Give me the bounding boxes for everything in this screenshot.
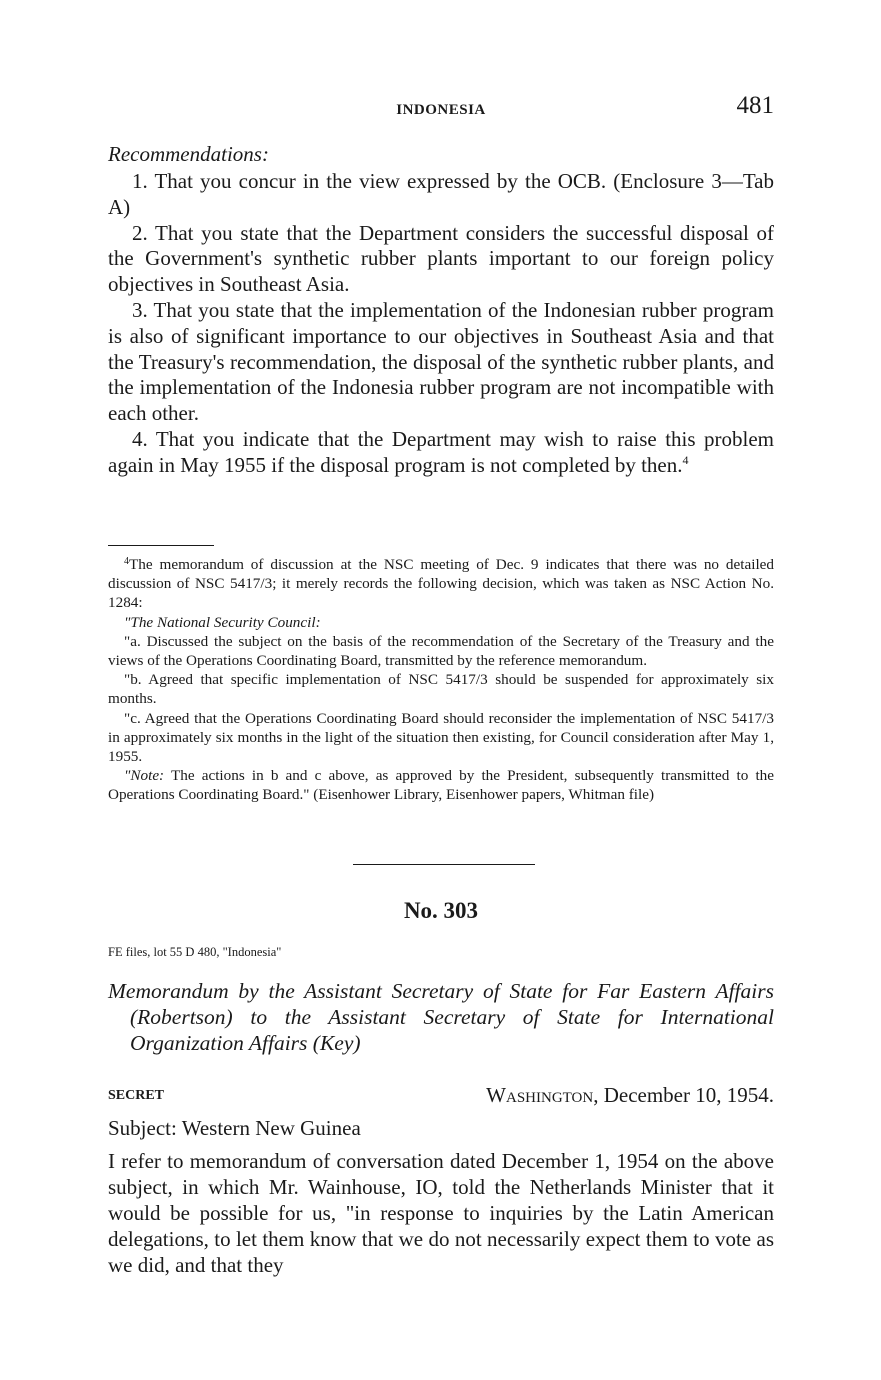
footnote-reference[interactable]: 4 bbox=[682, 452, 689, 467]
dateline-date: , December 10, 1954. bbox=[593, 1083, 774, 1107]
document-page bbox=[108, 0, 774, 1277]
document-number: No. 303 bbox=[403, 898, 479, 923]
recommendations-heading: Recommendations: bbox=[108, 142, 269, 166]
running-head: INDONESIA bbox=[396, 102, 486, 118]
classification-label: SECRET bbox=[108, 1088, 165, 1103]
footnote-item-b: "b. Agreed that specific implementation of NSC 5417/3 should be suspended for approximately six months. bbox=[108, 671, 774, 708]
memo-body-paragraph: I refer to memorandum of conversation dated December 1, 1954 on the above subject, in which Mr. Wainhouse, IO, told the Netherlands Minister that it would be possible for us, "in response to inquiries by the Latin American delegations, to let them know that we do not necessarily expect them to vote as we did, and that they bbox=[108, 1149, 774, 1277]
footnote-item-c: "c. Agreed that the Operations Coordinating Board should reconsider the implementation of NSC 5417/3 in approximately six months in the light of the situation then existing, for Council consideration after May 1, 1955. bbox=[108, 709, 774, 766]
page-header bbox=[108, 0, 774, 120]
recommendations-list bbox=[108, 169, 774, 479]
footnote-item-a: "a. Discussed the subject on the basis of the recommendation of the Secretary of the Treasury and the views of the Operations Coordinating Board, transmitted by the reference memorandum. bbox=[108, 632, 774, 670]
subject-line: Subject: Western New Guinea bbox=[108, 1116, 361, 1140]
footnote-mark: 4 bbox=[124, 556, 129, 567]
dateline bbox=[486, 1083, 774, 1108]
footnote-council-heading: "The National Security Council: bbox=[124, 613, 321, 631]
document-title: Memorandum by the Assistant Secretary of State for Far Eastern Affairs (Robertson) to the Assistant Secretary of State for International Organization Affairs (Key) bbox=[108, 979, 774, 1055]
recommendation-item-2: 2. That you state that the Department considers the successful disposal of the Government's synthetic rubber plants important to our foreign policy objectives in Southeast Asia. bbox=[108, 220, 774, 297]
footnote bbox=[108, 555, 774, 805]
section-divider bbox=[353, 864, 535, 865]
footnote-note: "Note: The actions in b and c above, as approved by the President, subsequently transmitted to the Operations Coordinating Board." (Eisenhower Library, Eisenhower papers, Whitman file) bbox=[108, 767, 774, 804]
page-number: 481 bbox=[736, 92, 774, 119]
footnote-divider bbox=[108, 545, 214, 546]
recommendation-item-3: 3. That you state that the implementation of the Indonesian rubber program is also of significant importance to our objectives in Southeast Asia and that the Treasury's recommendation, the disposal of the synthetic rubber plants, and the implementation of the Indonesia rubber program are not incompatible with each other. bbox=[108, 297, 774, 426]
source-note: FE files, lot 55 D 480, "Indonesia" bbox=[108, 945, 282, 959]
footnote-intro: $^4$The memorandum of discussion at the NSC meeting of Dec. 9 indicates that there was no detailed discussion of NSC 5417/3; it merely records the following decision, which was taken as NSC Action No. 1284: bbox=[108, 556, 774, 612]
recommendation-item-1: 1. That you concur in the view expressed by the OCB. (Enclosure 3—Tab A) bbox=[108, 169, 774, 219]
recommendation-item-4: 4. That you indicate that the Department may wish to raise this problem again in May 1955 if the disposal program is not completed by then.$^4$ bbox=[108, 426, 774, 477]
dateline-place: Washington bbox=[486, 1083, 594, 1107]
